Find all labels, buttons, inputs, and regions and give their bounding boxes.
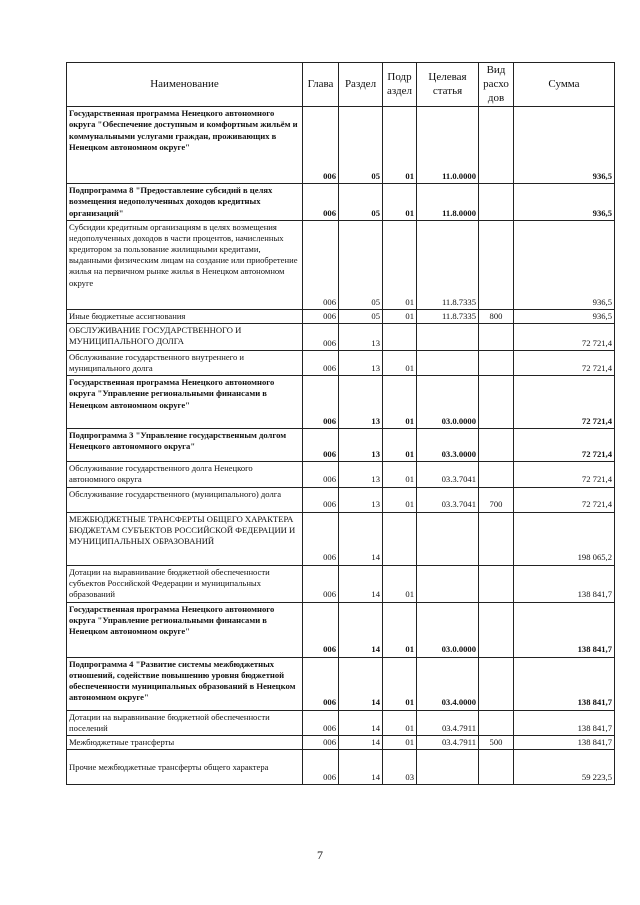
row-summa: 936,5 (514, 184, 615, 221)
row-vid (479, 462, 514, 487)
table-header-row (67, 63, 615, 107)
row-vid (479, 350, 514, 375)
row-name: Подпрограмма 8 "Предоставление субсидий в целях возмещения недополученных доходов кредитных организаций" (67, 184, 303, 221)
row-podrazdel (383, 323, 417, 350)
row-razdel: 05 (339, 309, 383, 323)
table-row (67, 462, 615, 487)
row-name: Государственная программа Ненецкого автономного округа "Управление региональными финансами в Ненецком автономном округе" (67, 602, 303, 657)
row-podrazdel: 01 (383, 565, 417, 602)
row-glava: 006 (303, 512, 339, 565)
row-glava: 006 (303, 462, 339, 487)
row-vid (479, 220, 514, 309)
row-razdel: 05 (339, 184, 383, 221)
row-summa: 59 223,5 (514, 750, 615, 785)
row-razdel: 14 (339, 565, 383, 602)
table-row (67, 565, 615, 602)
row-name: МЕЖБЮДЖЕТНЫЕ ТРАНСФЕРТЫ ОБЩЕГО ХАРАКТЕРА БЮДЖЕТАМ СУБЪЕКТОВ РОССИЙСКОЙ ФЕДЕРАЦИИ И МУНИЦИПАЛЬНЫХ ОБРАЗОВАНИЙ (67, 512, 303, 565)
table-row (67, 350, 615, 375)
row-vid: 800 (479, 309, 514, 323)
row-glava: 006 (303, 735, 339, 749)
row-podrazdel: 03 (383, 750, 417, 785)
row-name: Обслуживание государственного (муниципального) долга (67, 487, 303, 512)
row-podrazdel: 01 (383, 487, 417, 512)
row-razdel: 14 (339, 710, 383, 735)
row-podrazdel: 01 (383, 376, 417, 429)
row-summa: 936,5 (514, 107, 615, 184)
row-tselevaya: 03.3.0000 (417, 429, 479, 462)
row-glava: 006 (303, 350, 339, 375)
row-tselevaya: 03.0.0000 (417, 376, 479, 429)
row-podrazdel: 01 (383, 429, 417, 462)
table-row (67, 735, 615, 749)
table-row (67, 220, 615, 309)
header-glava: Глава (303, 63, 339, 107)
row-podrazdel: 01 (383, 309, 417, 323)
row-name: Дотации на выравнивание бюджетной обеспеченности субъектов Российской Федерации и муниципальных образований (67, 565, 303, 602)
row-glava: 006 (303, 309, 339, 323)
row-summa: 72 721,4 (514, 462, 615, 487)
row-tselevaya: 11.8.7335 (417, 309, 479, 323)
row-razdel: 13 (339, 487, 383, 512)
row-vid (479, 750, 514, 785)
row-summa: 72 721,4 (514, 350, 615, 375)
row-summa: 138 841,7 (514, 657, 615, 710)
table-row (67, 657, 615, 710)
row-tselevaya: 03.4.7911 (417, 710, 479, 735)
row-podrazdel: 01 (383, 735, 417, 749)
row-podrazdel: 01 (383, 657, 417, 710)
table-row (67, 376, 615, 429)
table-row (67, 107, 615, 184)
row-razdel: 13 (339, 462, 383, 487)
row-vid (479, 512, 514, 565)
row-name: Государственная программа Ненецкого автономного округа "Обеспечение доступным и комфортным жильём и коммунальными услугами граждан, проживающих в Ненецком автономном округе" (67, 107, 303, 184)
row-glava: 006 (303, 429, 339, 462)
row-vid (479, 710, 514, 735)
row-podrazdel: 01 (383, 462, 417, 487)
row-podrazdel: 01 (383, 107, 417, 184)
row-glava: 006 (303, 487, 339, 512)
row-summa: 72 721,4 (514, 376, 615, 429)
row-tselevaya (417, 350, 479, 375)
row-summa: 138 841,7 (514, 565, 615, 602)
table-row (67, 309, 615, 323)
row-podrazdel (383, 512, 417, 565)
table-row (67, 323, 615, 350)
header-razdel: Раздел (339, 63, 383, 107)
row-vid (479, 184, 514, 221)
row-glava: 006 (303, 184, 339, 221)
row-podrazdel: 01 (383, 710, 417, 735)
row-tselevaya: 03.0.0000 (417, 602, 479, 657)
row-vid (479, 376, 514, 429)
row-summa: 72 721,4 (514, 323, 615, 350)
row-name: Субсидии кредитным организациям в целях возмещения недополученных доходов в части процентов, начисленных кредитором за пользование жилищными кредитами, выданными физическим лицам на создание или приобретение жилья на первичном рынке жилья в Ненецком автономном округе (67, 220, 303, 309)
header-tselevaya: Целевая статья (417, 63, 479, 107)
table-row (67, 429, 615, 462)
row-summa: 72 721,4 (514, 487, 615, 512)
row-glava: 006 (303, 376, 339, 429)
row-summa: 72 721,4 (514, 429, 615, 462)
row-tselevaya: 03.3.7041 (417, 462, 479, 487)
page-number: 7 (317, 848, 323, 862)
header-summa: Сумма (514, 63, 615, 107)
header-name: Наименование (67, 63, 303, 107)
row-glava: 006 (303, 565, 339, 602)
row-podrazdel: 01 (383, 184, 417, 221)
header-vid: Вид расхо дов (479, 63, 514, 107)
row-razdel: 14 (339, 512, 383, 565)
row-glava: 006 (303, 657, 339, 710)
row-name: Обслуживание государственного внутреннего и муниципального долга (67, 350, 303, 375)
row-summa: 936,5 (514, 309, 615, 323)
row-vid (479, 565, 514, 602)
row-name: Иные бюджетные ассигнования (67, 309, 303, 323)
row-vid (479, 107, 514, 184)
row-vid: 700 (479, 487, 514, 512)
row-name: ОБСЛУЖИВАНИЕ ГОСУДАРСТВЕННОГО И МУНИЦИПАЛЬНОГО ДОЛГА (67, 323, 303, 350)
row-razdel: 13 (339, 350, 383, 375)
row-summa: 138 841,7 (514, 710, 615, 735)
row-podrazdel: 01 (383, 220, 417, 309)
table-row (67, 602, 615, 657)
table-row (67, 184, 615, 221)
row-name: Государственная программа Ненецкого автономного округа "Управление региональными финансами в Ненецком автономном округе" (67, 376, 303, 429)
row-name: Прочие межбюджетные трансферты общего характера (67, 750, 303, 785)
row-glava: 006 (303, 220, 339, 309)
row-tselevaya (417, 512, 479, 565)
row-summa: 198 065,2 (514, 512, 615, 565)
row-glava: 006 (303, 710, 339, 735)
row-razdel: 14 (339, 735, 383, 749)
row-tselevaya (417, 565, 479, 602)
row-tselevaya (417, 323, 479, 350)
row-tselevaya: 03.4.7911 (417, 735, 479, 749)
row-glava: 006 (303, 750, 339, 785)
row-name: Межбюджетные трансферты (67, 735, 303, 749)
table-row (67, 487, 615, 512)
row-vid (479, 429, 514, 462)
row-vid (479, 657, 514, 710)
row-razdel: 13 (339, 323, 383, 350)
header-podrazdel: Подр аздел (383, 63, 417, 107)
row-name: Дотации на выравнивание бюджетной обеспеченности поселений (67, 710, 303, 735)
row-vid (479, 323, 514, 350)
row-podrazdel: 01 (383, 602, 417, 657)
row-tselevaya: 11.8.0000 (417, 184, 479, 221)
table-row (67, 512, 615, 565)
row-summa: 138 841,7 (514, 735, 615, 749)
row-podrazdel: 01 (383, 350, 417, 375)
row-razdel: 13 (339, 376, 383, 429)
row-tselevaya: 03.3.7041 (417, 487, 479, 512)
row-razdel: 05 (339, 220, 383, 309)
row-name: Подпрограмма 3 "Управление государственным долгом Ненецкого автономного округа" (67, 429, 303, 462)
row-tselevaya: 11.0.0000 (417, 107, 479, 184)
row-glava: 006 (303, 602, 339, 657)
row-razdel: 05 (339, 107, 383, 184)
row-razdel: 14 (339, 657, 383, 710)
row-glava: 006 (303, 323, 339, 350)
table-row (67, 710, 615, 735)
table-row (67, 750, 615, 785)
row-tselevaya (417, 750, 479, 785)
row-name: Подпрограмма 4 "Развитие системы межбюджетных отношений, содействие повышению уровня бюджетной обеспеченности муниципальных образований в Ненецком автономном округе" (67, 657, 303, 710)
row-vid (479, 602, 514, 657)
row-tselevaya: 11.8.7335 (417, 220, 479, 309)
row-vid: 500 (479, 735, 514, 749)
row-razdel: 13 (339, 429, 383, 462)
row-tselevaya: 03.4.0000 (417, 657, 479, 710)
budget-table (66, 62, 615, 785)
row-summa: 936,5 (514, 220, 615, 309)
row-razdel: 14 (339, 602, 383, 657)
row-name: Обслуживание государственного долга Ненецкого автономного округа (67, 462, 303, 487)
row-summa: 138 841,7 (514, 602, 615, 657)
row-razdel: 14 (339, 750, 383, 785)
row-glava: 006 (303, 107, 339, 184)
